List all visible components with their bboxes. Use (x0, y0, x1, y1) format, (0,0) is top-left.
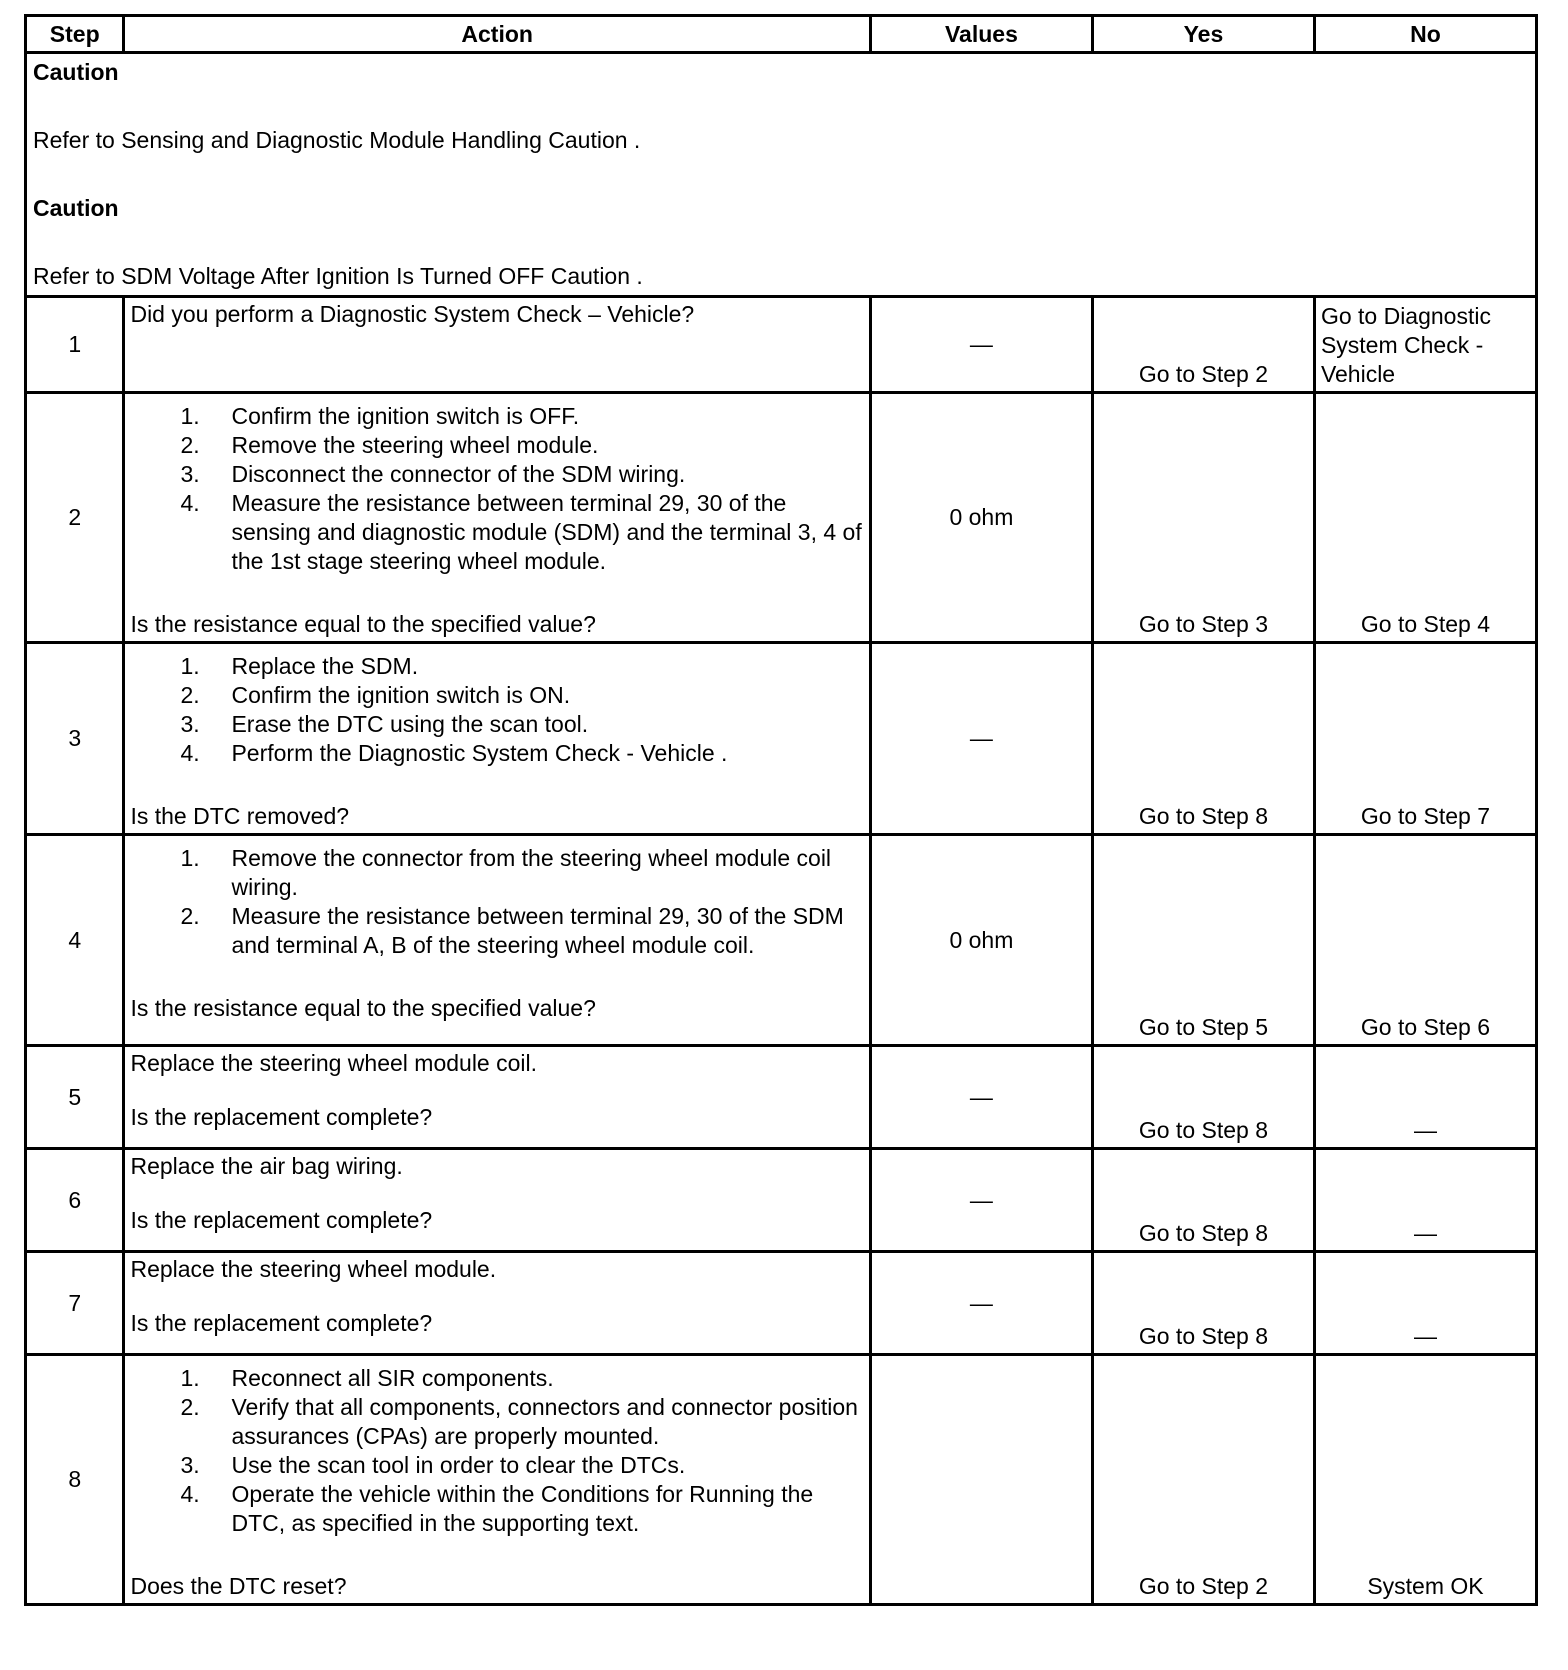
action-step-list (130, 402, 863, 576)
list-item (130, 844, 863, 902)
list-item-number: 1. (180, 1365, 200, 1391)
header-row (26, 16, 1537, 53)
list-item-number: 4. (180, 1481, 200, 1507)
action-cell (124, 643, 870, 835)
value-cell: 0 ohm (870, 393, 1092, 643)
value-cell: — (870, 1046, 1092, 1149)
list-item (130, 1393, 863, 1451)
diagnostic-table (24, 14, 1538, 1606)
action-intro: Replace the steering wheel module coil. (130, 1050, 538, 1076)
no-cell: Go to Step 4 (1314, 393, 1536, 643)
list-item-text: Remove the connector from the steering wheel module coil wiring. (231, 845, 832, 900)
list-item-text: Erase the DTC using the scan tool. (231, 711, 589, 737)
step-number: 7 (26, 1252, 124, 1355)
list-item-number: 1. (180, 845, 200, 871)
no-cell: Go to Step 7 (1314, 643, 1536, 835)
no-cell: — (1314, 1046, 1536, 1149)
list-item (130, 460, 863, 489)
list-item (130, 652, 863, 681)
list-item-number: 4. (180, 490, 200, 516)
value-cell: — (870, 297, 1092, 393)
list-item (130, 681, 863, 710)
value-cell: — (870, 1149, 1092, 1252)
no-cell: — (1314, 1149, 1536, 1252)
list-item-number: 3. (180, 711, 200, 737)
header-yes: Yes (1092, 16, 1314, 53)
list-item-number: 2. (180, 903, 200, 929)
table-row (26, 297, 1537, 393)
list-item-text: Disconnect the connector of the SDM wiring. (231, 461, 686, 487)
caution-text-2: Refer to SDM Voltage After Ignition Is Turned OFF Caution . (33, 263, 643, 289)
value-cell: — (870, 643, 1092, 835)
list-item-text: Measure the resistance between terminal 29, 30 of the SDM and terminal A, B of the steering wheel module coil. (231, 903, 844, 958)
step-number: 8 (26, 1355, 124, 1605)
table-row (26, 1355, 1537, 1605)
table-row (26, 835, 1537, 1046)
table-row (26, 643, 1537, 835)
action-cell (124, 1149, 870, 1252)
table-row (26, 393, 1537, 643)
no-cell: Go to Step 6 (1314, 835, 1536, 1046)
no-cell: — (1314, 1252, 1536, 1355)
action-cell (124, 393, 870, 643)
list-item-text: Use the scan tool in order to clear the DTCs. (231, 1452, 686, 1478)
yes-cell: Go to Step 8 (1092, 1252, 1314, 1355)
step-number: 5 (26, 1046, 124, 1149)
list-item-number: 1. (180, 403, 200, 429)
no-cell: Go to Diagnostic System Check - Vehicle (1314, 297, 1536, 393)
action-intro: Replace the steering wheel module. (130, 1256, 497, 1282)
step-number: 6 (26, 1149, 124, 1252)
list-item-number: 3. (180, 461, 200, 487)
list-item-text: Perform the Diagnostic System Check - Vehicle . (231, 740, 728, 766)
caution-text-1: Refer to Sensing and Diagnostic Module Handling Caution . (33, 127, 641, 153)
table-row (26, 1252, 1537, 1355)
yes-cell: Go to Step 5 (1092, 835, 1314, 1046)
step-number: 4 (26, 835, 124, 1046)
no-cell: System OK (1314, 1355, 1536, 1605)
action-question: Is the replacement complete? (130, 1207, 433, 1233)
list-item-text: Verify that all components, connectors and connector position assurances (CPAs) are properly mounted. (231, 1394, 858, 1449)
step-number: 1 (26, 297, 124, 393)
action-question: Is the resistance equal to the specified value? (130, 995, 596, 1021)
action-cell (124, 1046, 870, 1149)
action-step-list (130, 844, 863, 960)
action-intro: Did you perform a Diagnostic System Check – Vehicle? (130, 301, 695, 327)
action-cell (124, 835, 870, 1046)
list-item (130, 431, 863, 460)
list-item (130, 489, 863, 576)
list-item-text: Replace the SDM. (231, 653, 419, 679)
action-question: Is the replacement complete? (130, 1104, 433, 1130)
header-values: Values (870, 16, 1092, 53)
action-question: Is the resistance equal to the specified value? (130, 611, 596, 637)
yes-cell: Go to Step 8 (1092, 643, 1314, 835)
action-step-list (130, 652, 863, 768)
step-number: 3 (26, 643, 124, 835)
value-cell: — (870, 1252, 1092, 1355)
list-item-number: 2. (180, 682, 200, 708)
header-no: No (1314, 16, 1536, 53)
step-number: 2 (26, 393, 124, 643)
value-cell (870, 1355, 1092, 1605)
action-question: Does the DTC reset? (130, 1573, 347, 1599)
action-question: Is the DTC removed? (130, 803, 350, 829)
table-row (26, 1149, 1537, 1252)
list-item (130, 710, 863, 739)
list-item-number: 3. (180, 1452, 200, 1478)
list-item-number: 4. (180, 740, 200, 766)
yes-cell: Go to Step 2 (1092, 1355, 1314, 1605)
header-action: Action (124, 16, 870, 53)
caution-label-1: Caution (33, 59, 119, 85)
value-cell: 0 ohm (870, 835, 1092, 1046)
yes-cell: Go to Step 8 (1092, 1046, 1314, 1149)
action-intro: Replace the air bag wiring. (130, 1153, 403, 1179)
list-item-number: 1. (180, 653, 200, 679)
caution-label-2: Caution (33, 195, 119, 221)
action-step-list (130, 1364, 863, 1538)
list-item-text: Confirm the ignition switch is OFF. (231, 403, 580, 429)
list-item-number: 2. (180, 432, 200, 458)
list-item (130, 402, 863, 431)
list-item (130, 1451, 863, 1480)
list-item-text: Reconnect all SIR components. (231, 1365, 554, 1391)
action-cell (124, 297, 870, 393)
caution-row (26, 53, 1537, 297)
list-item-text: Confirm the ignition switch is ON. (231, 682, 571, 708)
list-item (130, 739, 863, 768)
yes-cell: Go to Step 2 (1092, 297, 1314, 393)
action-cell (124, 1252, 870, 1355)
caution-cell (26, 53, 1537, 297)
table-row (26, 1046, 1537, 1149)
list-item (130, 1480, 863, 1538)
action-cell (124, 1355, 870, 1605)
list-item-text: Operate the vehicle within the Conditions for Running the DTC, as specified in the supporting text. (231, 1481, 814, 1536)
list-item-number: 2. (180, 1394, 200, 1420)
yes-cell: Go to Step 3 (1092, 393, 1314, 643)
header-step: Step (26, 16, 124, 53)
list-item (130, 902, 863, 960)
list-item (130, 1364, 863, 1393)
action-question: Is the replacement complete? (130, 1310, 433, 1336)
list-item-text: Measure the resistance between terminal 29, 30 of the sensing and diagnostic module (SDM) and the terminal 3, 4 of the 1st stage steering wheel module. (231, 490, 862, 574)
list-item-text: Remove the steering wheel module. (231, 432, 599, 458)
yes-cell: Go to Step 8 (1092, 1149, 1314, 1252)
